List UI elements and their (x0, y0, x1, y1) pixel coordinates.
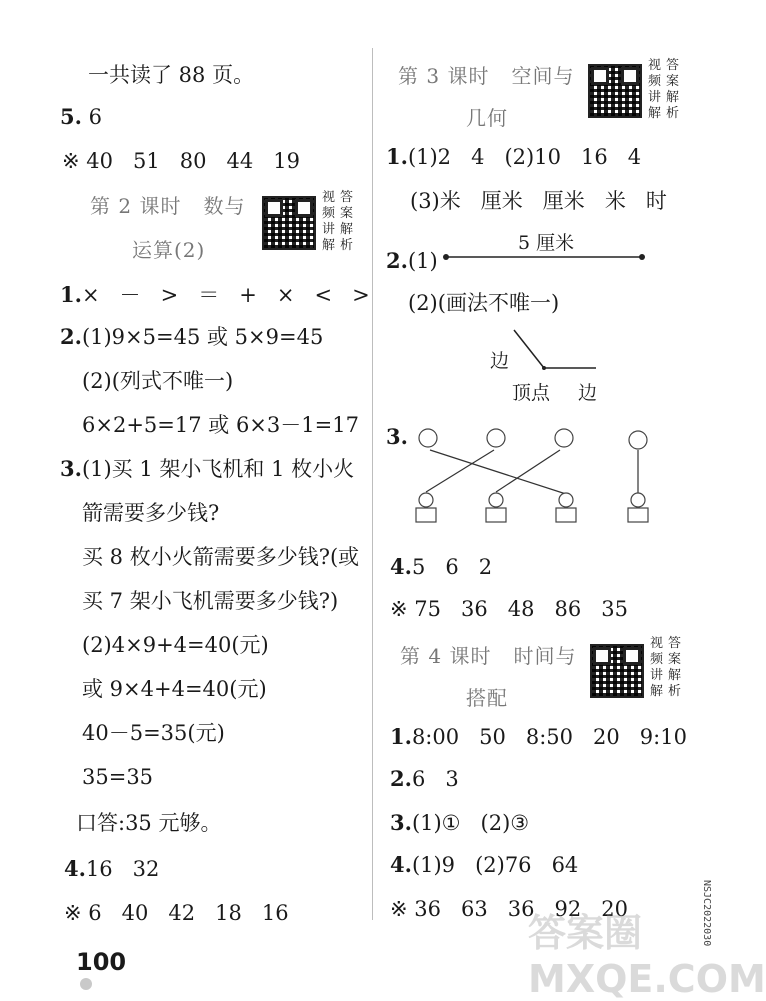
answer-line-3 (60, 456, 354, 482)
bonus-line: ※ 36 63 36 92 20 (390, 897, 628, 921)
section-title: 第 3 课时 空间与 (398, 64, 575, 88)
answer-text: (1)买 1 架小飞机和 1 枚小火 (81, 457, 355, 481)
answer-text: (1)9×5=45 或 5×9=45 (81, 325, 324, 349)
animal-head-icon (487, 429, 505, 447)
balloon-icon (629, 431, 647, 449)
text-line: 35=35 (82, 765, 154, 789)
question-number: 3. (60, 456, 82, 481)
text-line: 买 8 枚小火箭需要多少钱?(或 (82, 545, 360, 569)
section-title-cont: 运算(2) (132, 238, 206, 262)
text-line: 6×2+5=17 或 6×3－1=17 (82, 413, 359, 437)
question-number: 3. (386, 424, 408, 449)
answer-line-1 (60, 282, 370, 308)
answer-line-3 (390, 810, 529, 836)
answer-text: (1)① (2)③ (411, 811, 530, 835)
text-line: 买 7 架小飞机需要多少钱?) (82, 589, 339, 613)
section-title: 第 2 课时 数与 (90, 194, 246, 218)
answer-text: 8:00 50 8:50 20 9:10 (411, 725, 687, 749)
animal-head-icon (419, 429, 437, 447)
segment-label: 5 厘米 (518, 232, 575, 254)
qr-label: 视频讲解 (648, 58, 662, 121)
text-line: 40－5=35(元) (82, 721, 225, 745)
qr-code-icon[interactable] (590, 644, 644, 698)
question-number: 2. (60, 324, 82, 349)
answer-text: (1)2 4 (2)10 16 4 (407, 145, 642, 169)
qr-code-icon[interactable] (262, 196, 316, 250)
text-line: 一共读了 88 页。 (88, 63, 255, 87)
qr-label: 视频讲解 (322, 190, 336, 253)
question-number: 1. (386, 144, 408, 169)
person-body-icon (416, 508, 436, 522)
question-number: 1. (60, 282, 82, 307)
animal-head-icon (555, 429, 573, 447)
question-number: 4. (64, 856, 86, 881)
person-body-icon (628, 508, 648, 522)
watermark: 答案圈 MXQE.COM (528, 911, 766, 1001)
answer-text: 6 3 (411, 767, 459, 791)
answer-line-1 (386, 144, 641, 170)
answer-text: 16 32 (85, 857, 160, 881)
qr-label: 视频讲解 (650, 636, 664, 699)
person-body-icon (556, 508, 576, 522)
person-head-icon (489, 493, 503, 507)
section-title-cont: 几何 (466, 106, 508, 130)
text-line: (2)4×9+4=40(元) (82, 633, 269, 657)
answer-line-1 (390, 724, 687, 750)
answer-text: (1)9 (2)76 64 (411, 853, 579, 877)
question-number: 2. (386, 248, 408, 273)
text-line: (2)(画法不唯一) (408, 291, 560, 315)
section-title: 第 4 课时 时间与 (400, 644, 577, 668)
question-number: 3. (390, 810, 412, 835)
person-head-icon (419, 493, 433, 507)
decorative-dot (80, 978, 92, 990)
text-line: 或 9×4+4=40(元) (82, 677, 267, 701)
bonus-line: ※ 75 36 48 86 35 (390, 597, 628, 621)
answer-text: (1) (407, 249, 438, 273)
angle-diagram (500, 326, 600, 376)
person-body-icon (486, 508, 506, 522)
qr-label: 答案解析 (666, 58, 680, 121)
angle-side-label: 边 (490, 350, 510, 372)
question-number: 2. (390, 766, 412, 791)
question-number: 4. (390, 554, 412, 579)
answer-line-5 (60, 104, 102, 130)
answer-text: × － > ＝ + × < > (81, 283, 370, 307)
bonus-line: ※ 6 40 42 18 16 (64, 901, 289, 925)
angle-side-label: 边 (578, 382, 598, 404)
person-head-icon (559, 493, 573, 507)
section-title-cont: 搭配 (466, 686, 508, 710)
person-head-icon (631, 493, 645, 507)
angle-vertex-label: 顶点 (512, 382, 551, 404)
question-number: 1. (390, 724, 412, 749)
qr-label: 答案解析 (668, 636, 682, 699)
matching-diagram (404, 422, 664, 532)
question-number: 5. (60, 104, 82, 129)
side-code: NSJC2022030 (701, 880, 712, 947)
answer-line-4 (390, 852, 578, 878)
answer-line-2 (390, 766, 459, 792)
text-line: 口答:35 元够。 (76, 811, 222, 835)
answer-text: 5 6 2 (411, 555, 493, 579)
answer-line-4 (390, 554, 492, 580)
answer-text: 6 (81, 105, 102, 129)
text-line: (2)(列式不唯一) (82, 369, 234, 393)
column-divider (372, 48, 373, 920)
bonus-line: ※ 40 51 80 44 19 (62, 149, 300, 173)
text-line: (3)米 厘米 厘米 米 时 (410, 189, 667, 213)
qr-label: 答案解析 (340, 190, 354, 253)
text-line: 箭需要多少钱? (82, 501, 220, 525)
page-number: 100 (76, 948, 127, 976)
answer-line-2 (386, 248, 438, 274)
answer-line-4 (64, 856, 159, 882)
answer-line-2 (60, 324, 323, 350)
qr-code-icon[interactable] (588, 64, 642, 118)
question-number: 4. (390, 852, 412, 877)
